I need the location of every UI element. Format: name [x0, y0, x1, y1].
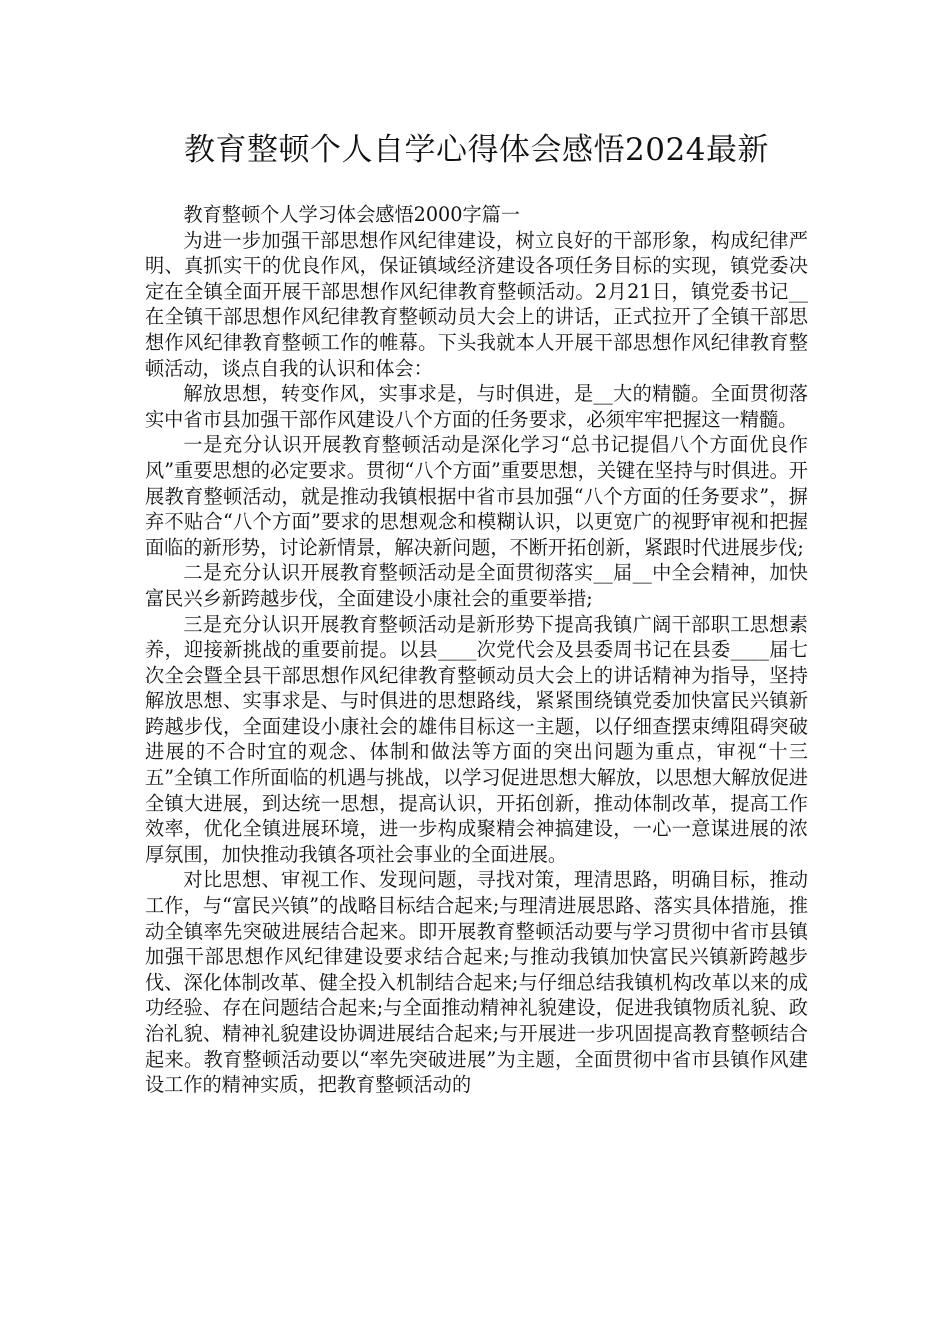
- paragraph: 为进一步加强干部思想作风纪律建设，树立良好的干部形象，构成纪律严明、真抓实干的优良作风，保证镇域经济建设各项任务目标的实现，镇党委决定在全镇全面开展干部思想作风纪律教育整顿活动。2月21日，镇党委书记__在全镇干部思想作风纪律教育整顿动员大会上的讲话，正式拉开了全镇干部思想作风纪律教育整顿工作的帷幕。下头我就本人开展干部思想作风纪律教育整顿活动，谈点自我的认识和体会：: [145, 228, 808, 380]
- paragraph: 二是充分认识开展教育整顿活动是全面贯彻落实__届__中全会精神，加快富民兴乡新跨越步伐，全面建设小康社会的重要举措;: [145, 561, 808, 610]
- document-title: 教育整顿个人自学心得体会感悟2024最新: [184, 132, 769, 168]
- paragraph-section-heading: 教育整顿个人学习体会感悟2000字篇一: [183, 203, 521, 226]
- paragraph: 对比思想、审视工作、发现问题，寻找对策，理清思路，明确目标，推动工作，与“富民兴镇”的战略目标结合起来;与理清进展思路、落实具体措施，推动全镇率先突破进展结合起来。即开展教育整顿活动要与学习贯彻中省市县镇加强干部思想作风纪律建设要求结合起来;与推动我镇加快富民兴镇新跨越步伐、深化体制改革、健全投入机制结合起来;与仔细总结我镇机构改革以来的成功经验、存在问题结合起来;与全面推动精神礼貌建设，促进我镇物质礼貌、政治礼貌、精神礼貌建设协调进展结合起来;与开展进一步巩固提高教育整顿结合起来。教育整顿活动要以“率先突破进展”为主题，全面贯彻中省市县镇作风建设工作的精神实质，把教育整顿活动的: [145, 868, 808, 1097]
- paragraph: 解放思想，转变作风，实事求是，与时俱进，是__大的精髓。全面贯彻落实中省市县加强干部作风建设八个方面的任务要求，必须牢牢把握这一精髓。: [145, 382, 808, 431]
- paragraph: 三是充分认识开展教育整顿活动是新形势下提高我镇广阔干部职工思想素养，迎接新挑战的重要前提。以县____次党代会及县委周书记在县委____届七次全会暨全县干部思想作风纪律教育整顿动员大会上的讲话精神为指导，坚持解放思想、实事求是、与时俱进的思想路线，紧紧围绕镇党委加快富民兴镇新跨越步伐，全面建设小康社会的雄伟目标这一主题，以仔细查摆束缚阻碍突破进展的不合时宜的观念、体制和做法等方面的突出问题为重点，审视“十三五”全镇工作所面临的机遇与挑战，以学习促进思想大解放，以思想大解放促进全镇大进展，到达统一思想，提高认识，开拓创新，推动体制改革，提高工作效率，优化全镇进展环境，进一步构成聚精会神搞建设，一心一意谋进展的浓厚氛围，加快推动我镇各项社会事业的全面进展。: [145, 612, 808, 866]
- paragraph: 一是充分认识开展教育整顿活动是深化学习“总书记提倡八个方面优良作风”重要思想的必定要求。贯彻“八个方面”重要思想，关键在坚持与时俱进。开展教育整顿活动，就是推动我镇根据中省市县加强“八个方面的任务要求”，摒弃不贴合“八个方面”要求的思想观念和模糊认识，以更宽广的视野审视和把握面临的新形势，讨论新情景，解决新问题，不断开拓创新，紧跟时代进展步伐;: [145, 433, 808, 559]
- document-body: [145, 202, 808, 1098]
